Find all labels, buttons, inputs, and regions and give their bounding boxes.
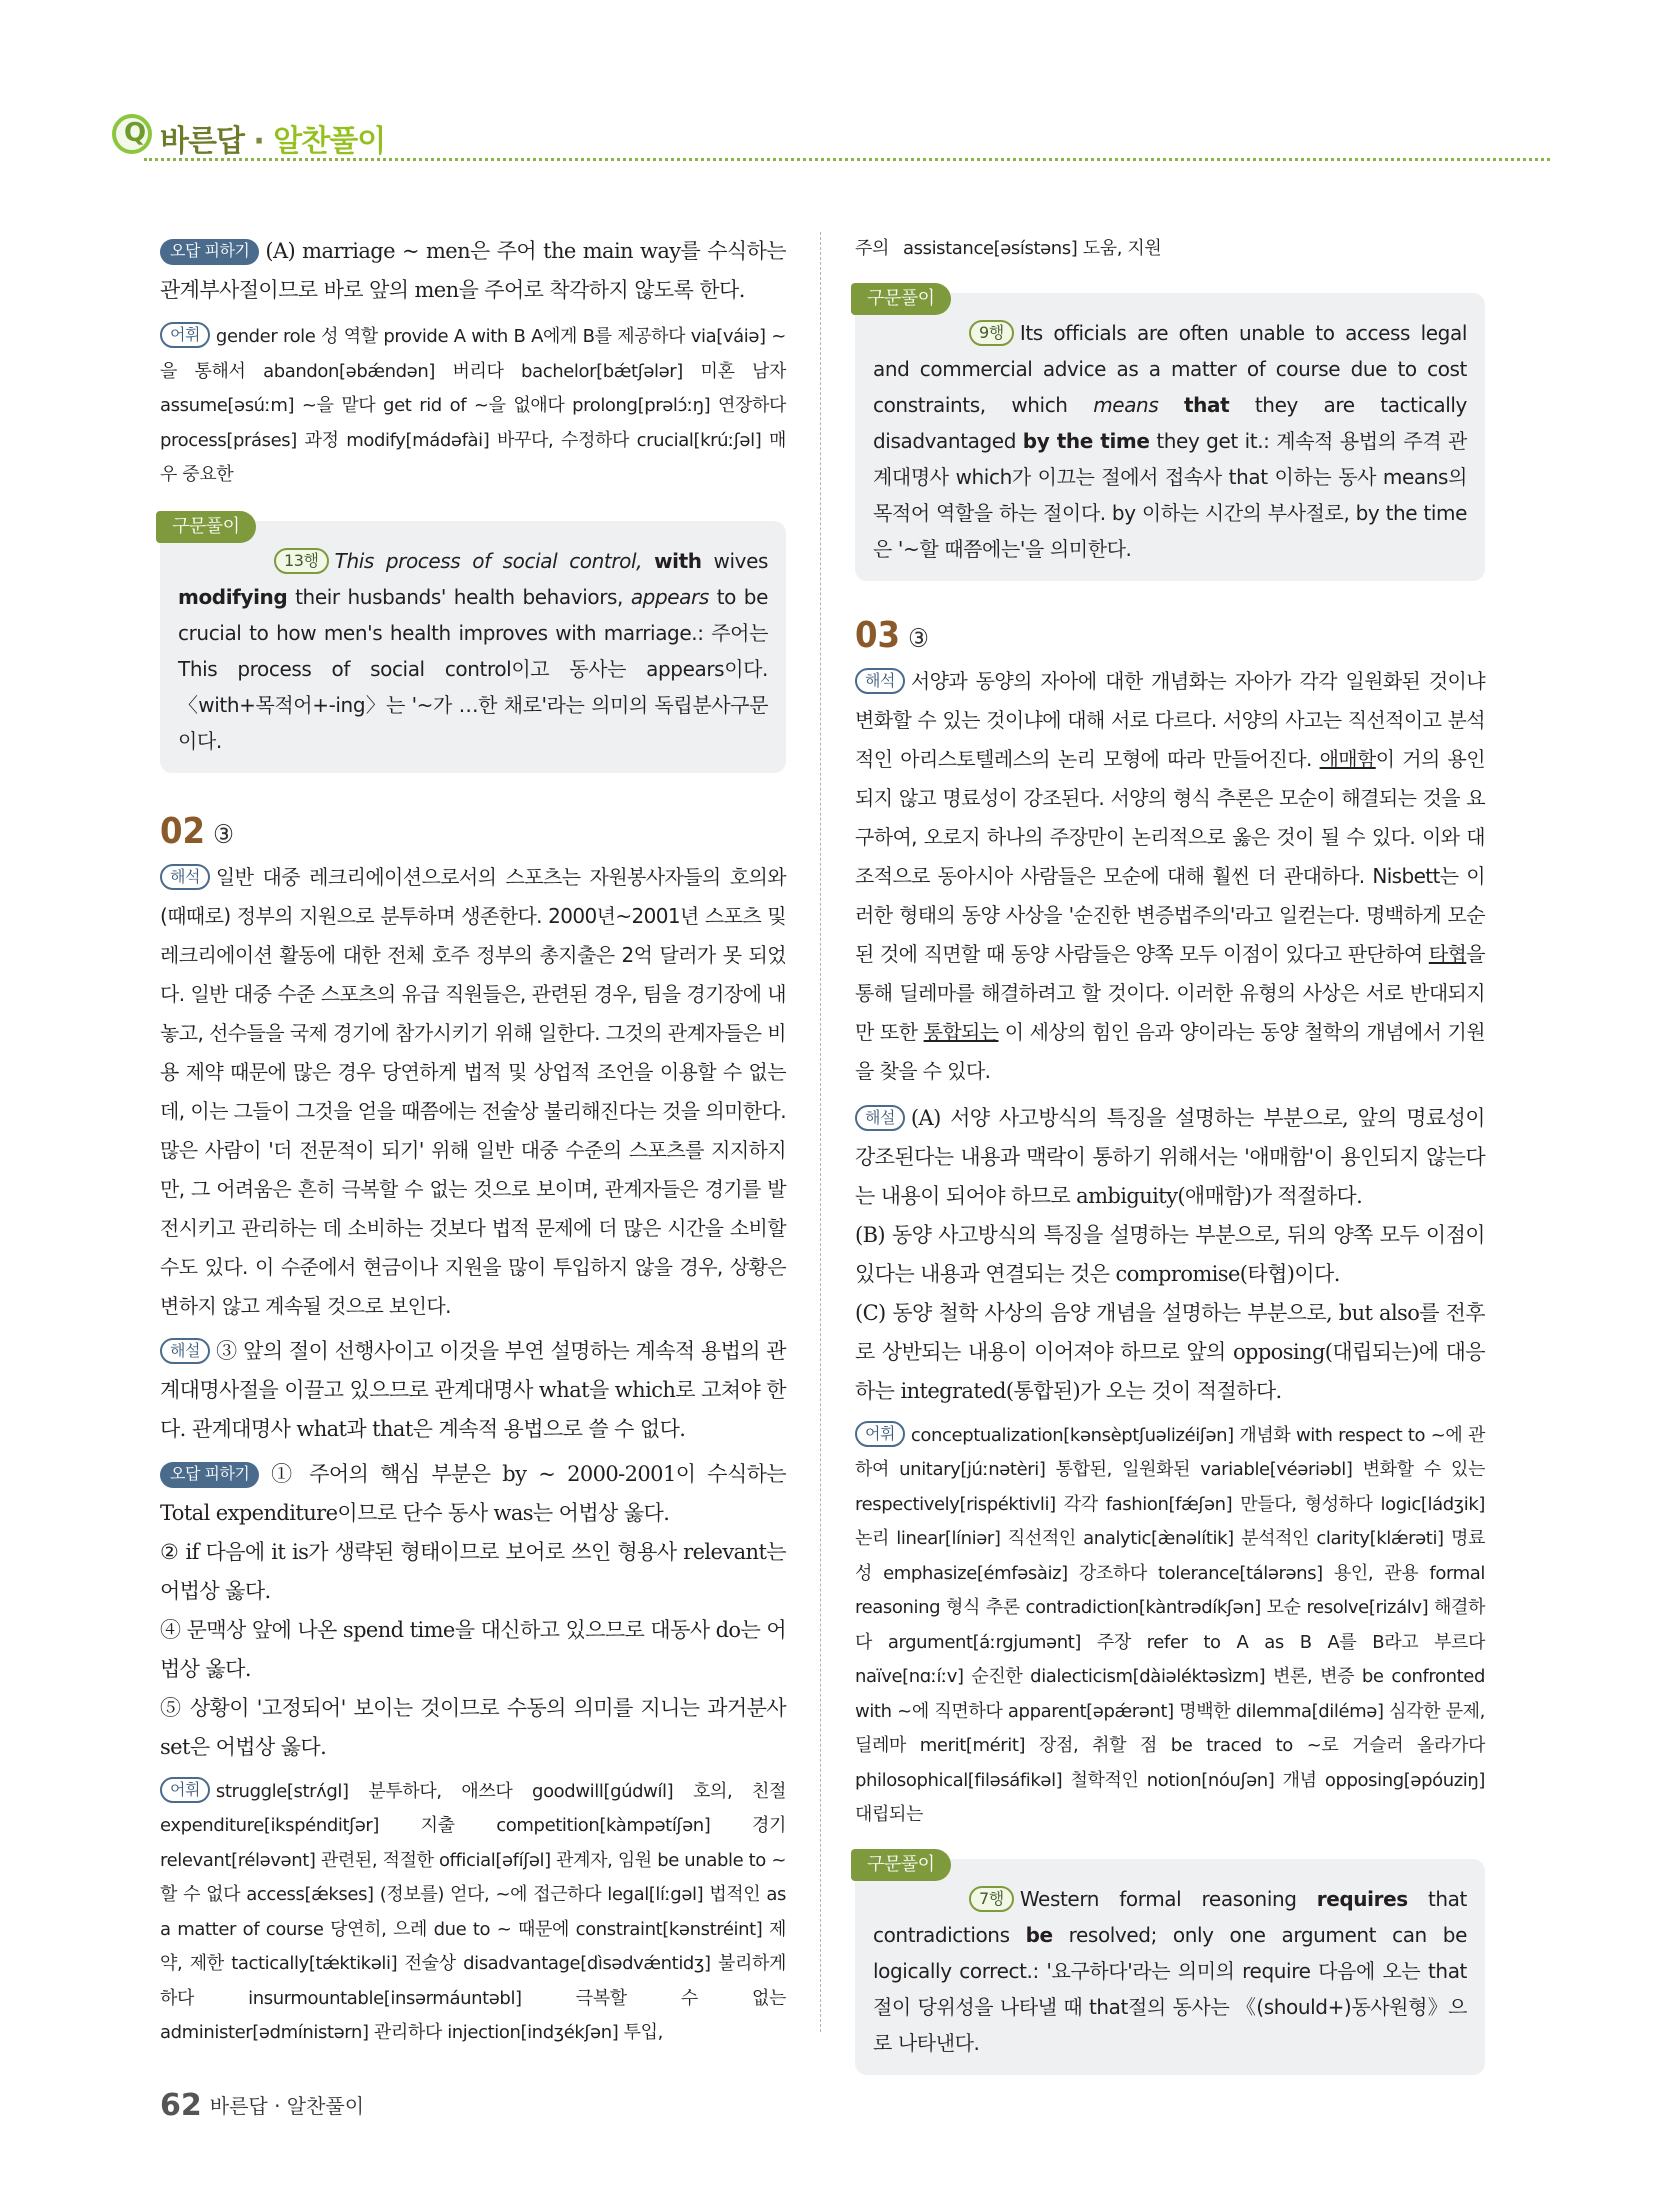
vocab-block-2: 어휘 struggle[strʌ́gl] 분투하다, 애쓰다 goodwill[gúdwíl] 호의, 친절 expenditure[ikspénditʃər] 지출 competition[kàmpətíʃən] 경기 relevant[réləvənt] 관련된, 적절한 official[əfíʃəl] 관계자, 임원 be unable to ~할 수 없다 access[ǽkses] (정보를) 얻다, ~에 접근하다 legal[líːgəl] 법적인 as a matter of course 당연히, 으레 due to ~ 때문에 constraint[kənstréint] 제약, 제한 tactically[tǽktikəli] 전술상 disadvantage[dìsədvǽntidʒ] 불리하게 하다 insurmountable[insərmáuntəbl] 극복할 수 없는 administer[ədmínistərn] 관리하다 injection[indʒékʃən] 투입, [160,1775,786,2051]
section-heading-02: 02 ③ [160,810,235,852]
footer-label: 바른답 · 알찬풀이 [209,2094,365,2118]
page-footer [160,2088,364,2123]
vocab-block-1: 어휘 gender role 성 역할 provide A with B A에게 B를 제공하다 via[váiə] ~을 통해서 abandon[əbǽndən] 버리다 bachelor[bǽtʃələr] 미혼 남자 assume[əsúːm] ~을 맡다 get rid of ~을 없애다 prolong[prəlɔ́ːŋ] 연장하다 process[práses] 과정 modify[mádəfài] 바꾸다, 수정하다 crucial[krúːʃəl] 매우 중요한 [160,320,786,493]
avoid-tag: 오답 피하기 [160,1462,259,1488]
right-column [855,232,1485,2075]
syntax-box-1 [160,515,786,773]
explanation-03: 해설 (A) 서양 사고방식의 특징을 설명하는 부분으로, 앞의 명료성이 강조된다는 내용과 맥락이 통하기 위해서는 '애매함'이 용인되지 않는다는 내용이 되어야 하므로 ambiguity(애매함)가 적절하다. [855,1105,1485,1208]
explanation-02: 해설 ③ 앞의 절이 선행사이고 이것을 부연 설명하는 계속적 용법의 관계대명사절을 이끌고 있으므로 관계대명사 what을 which로 고쳐야 한다. 관계대명사 what과 that은 계속적 용법으로 쓸 수 없다. [160,1338,786,1441]
q-logo-icon: Q [112,114,152,154]
translation-tag: 해석 [160,864,210,890]
avoid-note-2-item-5: ⑤ 상황이 '고정되어' 보이는 것이므로 수동의 의미를 지니는 과거분사 set은 어법상 옳다. [160,1695,786,1759]
syntax-text-3: 7행 Western formal reasoning requires that contradictions be resolved; only one argument can be logically correct.: '요구하다'라는 의미의 require 다음에 오는 that절이 당위성을 나타낼 때 that절의 동사는 《(should+)동사원형》으로 나타낸다. [873,1886,1467,2055]
explanation-03-b: (B) 동양 사고방식의 특징을 설명하는 부분으로, 뒤의 양쪽 모두 이점이 있다는 내용과 연결되는 것은 compromise(타협)이다. [855,1222,1485,1286]
left-column [160,232,786,2051]
page-header [112,110,1550,162]
explanation-tag: 해설 [855,1105,905,1131]
avoid-note-2-item-4: ④ 문맥상 앞에 나온 spend time을 대신하고 있으므로 대동사 do는 어법상 옳다. [160,1617,786,1681]
line-number-badge: 13행 [274,548,329,574]
translation-tag: 해석 [855,668,905,694]
syntax-tag: 구문풀이 [851,1849,951,1881]
header-dotted-rule [144,158,1550,161]
translation-03: 해석 서양과 동양의 자아에 대한 개념화는 자아가 각각 일원화된 것이냐 변화할 수 있는 것이냐에 대해 서로 다르다. 서양의 사고는 직선적이고 분석적인 아리스토텔레스의 논리 모형에 따라 만들어진다. 애매함이 거의 용인되지 않고 명료성이 강조된다. 서양의 형식 추론은 모순이 해결되는 것을 요구하여, 오로지 하나의 주장만이 논리적으로 옳은 것이 될 수 있다. 이와 대조적으로 동아시아 사람들은 모순에 대해 훨씬 더 관대하다. Nisbett는 이러한 형태의 동양 사상을 '순진한 변증법주의'라고 일컫는다. 명백하게 모순된 것에 직면할 때 동양 사람들은 양쪽 모두 이점이 있다고 판단하여 타협을 통해 딜레마를 해결하려고 할 것이다. 이러한 유형의 사상은 서로 반대되지만 또한 통합되는 이 세상의 힘인 음과 양이라는 동양 철학의 개념에서 기원을 찾을 수 있다. [855,668,1485,1083]
avoid-note-2-item-2: ② if 다음에 it is가 생략된 형태이므로 보어로 쓰인 형용사 relevant는 어법상 옳다. [160,1539,786,1603]
syntax-text-2: 9행 Its officials are often unable to access legal and commercial advice as a matter of course due to cost constraints, which means that they are tactically disadvantaged by the time they get it.: 계속적 용법의 주격 관계대명사 which가 이끄는 절에서 접속사 that 이하는 동사 means의 목적어 역할을 하는 절이다. by 이하는 시간의 부사절로, by the time은 '~할 때쯤에는'을 의미한다. [873,320,1467,561]
avoid-note-2: 오답 피하기 ① 주어의 핵심 부분은 by ~ 2000-2001이 수식하는 Total expenditure이므로 단수 동사 was는 어법상 옳다. [160,1461,786,1525]
syntax-tag: 구문풀이 [851,283,951,315]
note-line: 주의 assistance[əsístəns] 도움, 지원 [855,238,1162,259]
vocab-tag: 어휘 [160,322,210,348]
syntax-tag: 구문풀이 [156,511,256,543]
page-number: 62 [160,2088,202,2123]
explanation-tag: 해설 [160,1338,210,1364]
vocab-block-3: 어휘 conceptualization[kənsèptʃuəlizéiʃən] 개념화 with respect to ~에 관하여 unitary[júːnətèri] 통합된, 일원화된 variable[véəriəbl] 변화할 수 있는 respectively[rispéktivli] 각각 fashion[fǽʃən] 만들다, 형성하다 logic[ládʒik] 논리 linear[líniər] 직선적인 analytic[æ̀nəlítik] 분석적인 clarity[klǽrəti] 명료성 emphasize[émfəsàiz] 강조하다 tolerance[tálərəns] 용인, 관용 formal reasoning 형식 추론 contradiction[kàntrədíkʃən] 모순 resolve[rizálv] 해결하다 argument[áːrgjumənt] 주장 refer to A as B A를 B라고 부르다 naïve[nɑːíːv] 순진한 dialecticism[dàiəléktəsìzm] 변론, 변증 be confronted with ~에 직면하다 apparent[əpǽrənt] 명백한 dilemma[dilémə] 심각한 문제, 딜레마 merit[mérit] 장점, 취할 점 be traced to ~로 거슬러 올라가다 philosophical[filəsáfikəl] 철학적인 notion[nóuʃən] 개념 opposing[əpóuziŋ] 대립되는 [855,1419,1485,1833]
vocab-tag: 어휘 [160,1777,210,1803]
translation-02: 해석 일반 대중 레크리에이션으로서의 스포츠는 자원봉사자들의 호의와 (때때로) 정부의 지원으로 분투하며 생존한다. 2000년~2001년 스포츠 및 레크리에이션 활동에 대한 전체 호주 정부의 총지출은 2억 달러가 못 되었다. 일반 대중 수준 스포츠의 유급 직원들은, 관련된 경우, 팀을 경기장에 내놓고, 선수들을 국제 경기에 참가시키기 위해 일한다. 그것의 관계자들은 비용 제약 때문에 많은 경우 당연하게 법적 및 상업적 조언을 이용할 수 없는데, 이는 그들이 그것을 얻을 때쯤에는 전술상 불리해진다는 것을 의미한다. 많은 사람이 '더 전문적이 되기' 위해 일반 대중 수준의 스포츠를 지지하지만, 그 어려움은 흔히 극복할 수 없는 것으로 보이며, 관계자들은 경기를 발전시키고 관리하는 데 소비하는 것보다 법적 문제에 더 많은 시간을 소비할 수도 있다. 이 수준에서 현금이나 지원을 많이 투입하지 않을 경우, 상황은 변하지 않고 계속될 것으로 보인다. [160,864,786,1318]
vocab-tag: 어휘 [855,1421,905,1447]
section-heading-03: 03 ③ [855,614,930,656]
line-number-badge: 9행 [969,320,1014,346]
note-label: 주의 [855,238,889,259]
header-title: 바른답 · 알찬풀이 [160,124,386,159]
line-number-badge: 7행 [969,1886,1014,1912]
explanation-03-c: (C) 동양 철학 사상의 음양 개념을 설명하는 부분으로, but also를 전후로 상반되는 내용이 이어져야 하므로 앞의 opposing(대립되는)에 대응하는 integrated(통합된)가 오는 것이 적절하다. [855,1300,1485,1403]
syntax-box-2 [855,287,1485,581]
syntax-text-1: 13행 This process of social control, with wives modifying their husbands' health behaviors, appears to be crucial to how men's health improves with marriage.: 주어는 This process of social control이고 동사는 appears이다. 〈with+목적어+-ing〉는 '~가 …한 채로'라는 의미의 독립분사구문이다. [178,548,768,753]
avoid-tag: 오답 피하기 [160,239,259,265]
avoid-note-1: 오답 피하기 (A) marriage ~ men은 주어 the main way를 수식하는 관계부사절이므로 바로 앞의 men을 주어로 착각하지 않도록 한다. [160,239,786,302]
column-divider [820,232,821,2032]
syntax-box-3 [855,1853,1485,2075]
